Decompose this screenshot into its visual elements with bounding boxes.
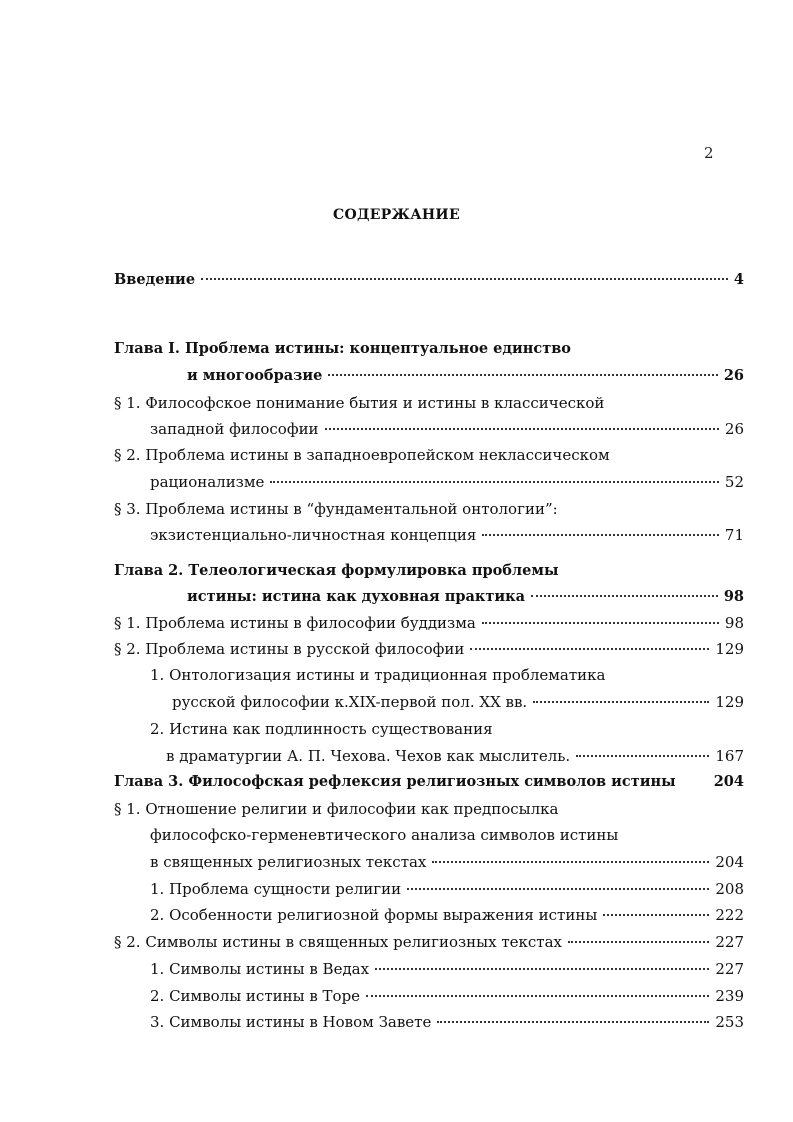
dot-leader	[470, 648, 709, 650]
toc-entry-title: § 2. Проблема истины в русской философии	[114, 640, 465, 658]
toc-entry-page: 204	[715, 853, 744, 871]
toc-entry-title: § 2. Символы истины в священных религиозных текстах	[114, 933, 562, 951]
toc-entry-page: 208	[715, 880, 744, 898]
dot-leader	[576, 755, 709, 757]
toc-section-3-1-title-2	[150, 823, 744, 847]
toc-subsection-2-2-2	[166, 744, 744, 768]
toc-subsection-2-2-2-title	[150, 717, 744, 741]
toc-section-1-1	[150, 417, 744, 441]
toc-subsection-2-2-1-title	[150, 663, 744, 687]
dot-leader	[568, 941, 709, 943]
toc-entry-title-cont: философско-герменевтического анализа символов истины	[150, 826, 619, 844]
toc-entry-title: § 1. Философское понимание бытия и истины в классической	[114, 394, 605, 412]
toc-entry-title: 1. Проблема сущности религии	[150, 880, 402, 898]
toc-entry-title-cont: западной философии	[150, 420, 319, 438]
toc-entry-page: 98	[723, 588, 744, 605]
toc-entry-title: Глава 2. Телеологическая формулировка проблемы	[114, 562, 559, 579]
toc-entry-page: 98	[724, 614, 744, 632]
toc-entry-title-cont: русской философии к.XIX-первой пол. XX вв.	[172, 693, 528, 711]
toc-section-1-3-title	[114, 497, 744, 521]
toc-entry-page: 227	[715, 933, 744, 951]
dot-leader	[482, 534, 719, 536]
toc-entry-page: 71	[724, 526, 744, 544]
toc-chapter-1	[187, 364, 744, 388]
toc-entry-title: Глава 3. Философская рефлексия религиозных символов истины	[114, 773, 676, 790]
toc-entry-title-cont: в священных религиозных текстах	[150, 853, 427, 871]
toc-entry-title: 1. Онтологизация истины и традиционная проблематика	[150, 666, 606, 684]
toc-entry-title: 2. Истина как подлинность существования	[150, 720, 493, 738]
toc-entry-title: § 2. Проблема истины в западноевропейском неклассическом	[114, 446, 610, 464]
toc-section-1-2	[150, 470, 744, 494]
toc-chapter-2	[187, 585, 744, 609]
toc-entry-page: 4	[733, 271, 744, 288]
toc-subsection-3-1-2	[150, 903, 744, 927]
page-number: 2	[704, 144, 714, 162]
dot-leader	[325, 428, 719, 430]
toc-chapter-2-title	[114, 559, 744, 583]
toc-entry-title-cont: истины: истина как духовная практика	[187, 588, 525, 605]
toc-entry-page: 167	[715, 747, 744, 765]
toc-entry-title: 3. Символы истины в Новом Завете	[150, 1013, 432, 1031]
toc-section-2-1	[114, 611, 744, 635]
dot-leader	[531, 595, 718, 597]
toc-section-1-2-title	[114, 443, 744, 467]
toc-entry-page: 227	[715, 960, 744, 978]
dot-leader	[437, 1021, 709, 1023]
toc-entry-title-cont: и многообразие	[187, 367, 323, 384]
toc-entry-page: 222	[715, 906, 744, 924]
toc-entry-page: 129	[715, 693, 744, 711]
page-title: СОДЕРЖАНИЕ	[333, 207, 460, 223]
toc-subsection-3-2-1	[150, 957, 744, 981]
toc-entry-title: § 1. Отношение религии и философии как предпосылка	[114, 800, 559, 818]
toc-entry-title: Глава I. Проблема истины: концептуальное единство	[114, 340, 571, 357]
toc-entry-title: 2. Символы истины в Торе	[150, 987, 361, 1005]
dot-leader	[432, 861, 709, 863]
toc-entry-page: 239	[715, 987, 744, 1005]
toc-entry-title: § 3. Проблема истины в “фундаментальной онтологии”:	[114, 500, 558, 518]
toc-subsection-3-1-1	[150, 877, 744, 901]
toc-entry-page: 253	[715, 1013, 744, 1031]
toc-entry-title: 2. Особенности религиозной формы выражения истины	[150, 906, 598, 924]
toc-subsection-2-2-1	[172, 690, 744, 714]
toc-subsection-3-2-2	[150, 984, 744, 1008]
toc-section-1-3	[150, 523, 744, 547]
toc-entry-title: Введение	[114, 271, 196, 288]
toc-entry-page: 26	[723, 367, 744, 384]
dot-leader	[603, 914, 709, 916]
dot-leader	[375, 968, 709, 970]
toc-section-2-2	[114, 637, 744, 661]
toc-entry-title-cont: в драматургии А. П. Чехова. Чехов как мыслитель.	[166, 747, 571, 765]
toc-entry-page: 129	[715, 640, 744, 658]
dot-leader	[366, 995, 709, 997]
toc-entry-title: § 1. Проблема истины в философии буддизма	[114, 614, 476, 632]
dot-leader	[482, 622, 719, 624]
dot-leader	[270, 481, 718, 483]
toc-entry-page: 26	[724, 420, 744, 438]
dot-leader	[201, 278, 728, 280]
toc-section-3-1-title	[114, 797, 744, 821]
dot-leader	[533, 701, 709, 703]
toc-entry-title: 1. Символы истины в Ведах	[150, 960, 370, 978]
dot-leader	[328, 374, 717, 376]
toc-section-1-1-title	[114, 391, 744, 415]
toc-chapter-3	[114, 770, 744, 794]
toc-entry-page: 204	[713, 773, 744, 790]
toc-entry-page: 52	[724, 473, 744, 491]
toc-section-3-1	[150, 850, 744, 874]
toc-entry-title-cont: экзистенциально-личностная концепция	[150, 526, 477, 544]
toc-entry-intro	[114, 268, 744, 292]
toc-chapter-1-title	[114, 337, 744, 361]
toc-subsection-3-2-3	[150, 1010, 744, 1034]
toc-section-3-2	[114, 930, 744, 954]
toc-entry-title-cont: рационализме	[150, 473, 265, 491]
dot-leader	[407, 888, 709, 890]
